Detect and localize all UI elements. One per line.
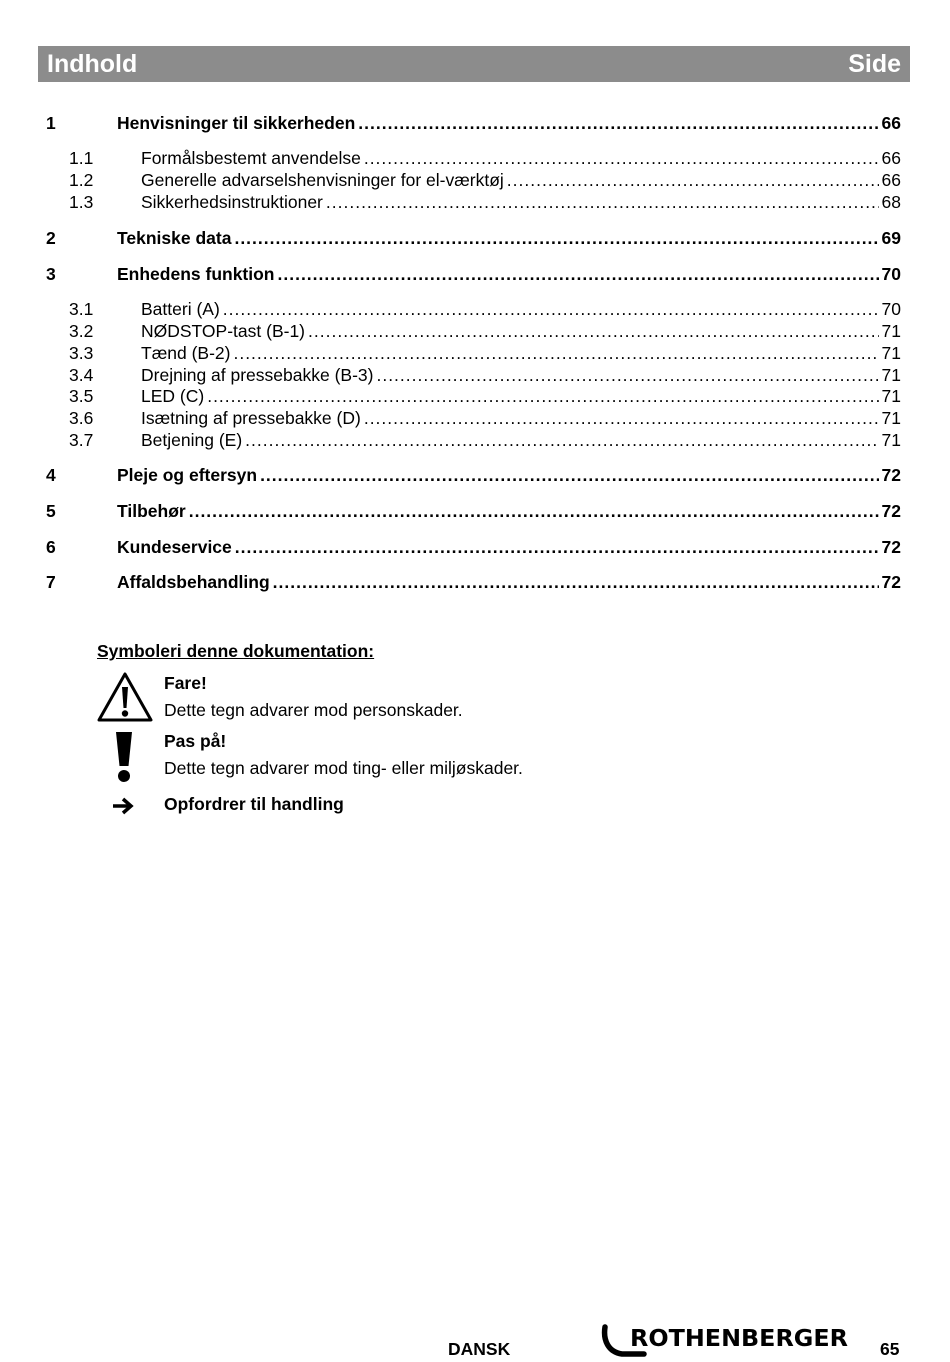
toc-dot-leader <box>507 170 879 191</box>
toc-header-title: Indhold <box>47 49 138 78</box>
toc-dot-leader <box>235 537 879 558</box>
toc-entry[interactable] <box>38 386 901 408</box>
toc-entry-number: 2 <box>46 228 56 248</box>
toc-entry-page: 68 <box>881 192 901 212</box>
toc-entry[interactable] <box>38 228 901 250</box>
toc-entry-page: 71 <box>881 408 901 428</box>
toc-entry-number: 3.5 <box>69 386 94 406</box>
page-number: 65 <box>880 1339 900 1359</box>
toc-entry-page: 71 <box>881 386 901 406</box>
toc-entry-title: NØDSTOP-tast (B-1) <box>141 321 306 341</box>
toc-entry-title: Betjening (E) <box>141 430 243 450</box>
toc-entry[interactable] <box>38 113 901 135</box>
toc-entry[interactable] <box>38 501 901 523</box>
toc-dot-leader <box>376 365 878 386</box>
toc-entry-page: 69 <box>881 228 901 248</box>
toc-entry-page: 71 <box>881 343 901 363</box>
toc-entry-page: 72 <box>881 537 901 557</box>
toc-dot-leader <box>273 572 879 593</box>
toc-dot-leader <box>207 386 878 407</box>
toc-entry-page: 71 <box>881 321 901 341</box>
toc-entry-number: 3.2 <box>69 321 94 341</box>
toc-dot-leader <box>326 192 879 213</box>
toc-dot-leader <box>234 228 878 249</box>
toc-dot-leader <box>358 113 878 134</box>
toc-dot-leader <box>364 408 879 429</box>
toc-entry-title: Isætning af pressebakke (D) <box>141 408 361 428</box>
symbol-title: Pas på! <box>164 731 227 751</box>
toc-entry-title: Henvisninger til sikkerheden <box>117 113 356 133</box>
toc-entry-title: Pleje og eftersyn <box>117 465 258 485</box>
symbol-item-caution <box>164 731 523 779</box>
toc-entry-title: Enhedens funktion <box>117 264 275 284</box>
toc-entry-page: 66 <box>881 113 901 133</box>
toc-dot-leader <box>308 321 879 342</box>
toc-entry-number: 3 <box>46 264 56 284</box>
toc-dot-leader <box>189 501 879 522</box>
toc-entry[interactable] <box>38 148 901 170</box>
symbol-description: Dette tegn advarer mod ting- eller miljøskader. <box>164 758 523 778</box>
toc-header-page-label: Side <box>848 49 901 78</box>
toc-entry[interactable] <box>38 192 901 214</box>
toc-entry-page: 70 <box>881 299 901 319</box>
arrow-right-icon <box>111 796 135 816</box>
toc-entry-title: Affaldsbehandling <box>117 572 270 592</box>
toc-entry-number: 1.3 <box>69 192 94 212</box>
toc-dot-leader <box>278 264 879 285</box>
symbol-title: Opfordrer til handling <box>164 794 344 814</box>
warning-triangle-icon <box>96 671 154 723</box>
toc-header-bar <box>38 46 910 82</box>
toc-entry-title: Drejning af pressebakke (B-3) <box>141 365 374 385</box>
toc-entry[interactable] <box>38 299 901 321</box>
footer-language: DANSK <box>448 1339 511 1359</box>
toc-dot-leader <box>233 343 878 364</box>
toc-entry-page: 66 <box>881 148 901 168</box>
toc-entry-number: 4 <box>46 465 56 485</box>
toc-entry-page: 70 <box>881 264 901 284</box>
toc-entry-title: Tænd (B-2) <box>141 343 231 363</box>
toc-entry[interactable] <box>38 170 901 192</box>
symbol-item-action <box>164 794 344 815</box>
symbol-description: Dette tegn advarer mod personskader. <box>164 700 463 720</box>
toc-entry-title: Generelle advarselshenvisninger for el-værktøj <box>141 170 504 190</box>
toc-entry-number: 3.6 <box>69 408 94 428</box>
toc-entry-title: Batteri (A) <box>141 299 220 319</box>
toc-entry-title: Formålsbestemt anvendelse <box>141 148 361 168</box>
toc-dot-leader <box>260 465 878 486</box>
toc-entry-title: Tekniske data <box>117 228 232 248</box>
toc-entry[interactable] <box>38 264 901 286</box>
toc-entry-number: 3.7 <box>69 430 94 450</box>
toc-entry[interactable] <box>38 343 901 365</box>
toc-entry-number: 7 <box>46 572 56 592</box>
toc-entry[interactable] <box>38 408 901 430</box>
symbol-title: Fare! <box>164 673 207 693</box>
toc-entry-title: Tilbehør <box>117 501 186 521</box>
toc-entry-title: LED (C) <box>141 386 205 406</box>
symbols-heading: Symboleri denne dokumentation: <box>97 641 375 661</box>
toc-entry[interactable] <box>38 321 901 343</box>
toc-entry-page: 72 <box>881 501 901 521</box>
toc-entry[interactable] <box>38 365 901 387</box>
toc-dot-leader <box>245 430 878 451</box>
toc-entry-number: 6 <box>46 537 56 557</box>
toc-entry-number: 3.4 <box>69 365 94 385</box>
toc-entry[interactable] <box>38 430 901 452</box>
toc-entry-page: 71 <box>881 365 901 385</box>
exclamation-icon <box>113 730 135 784</box>
toc-entry-number: 5 <box>46 501 56 521</box>
toc-dot-leader <box>364 148 879 169</box>
toc-entry-number: 3.3 <box>69 343 94 363</box>
toc-entry[interactable] <box>38 572 901 594</box>
toc-entry-title: Kundeservice <box>117 537 232 557</box>
toc-entry-number: 1.1 <box>69 148 94 168</box>
toc-entry-number: 1 <box>46 113 56 133</box>
toc-entry-page: 72 <box>881 465 901 485</box>
svg-text:ROTHENBERGER: ROTHENBERGER <box>630 1326 849 1352</box>
toc-dot-leader <box>223 299 879 320</box>
rothenberger-logo <box>600 1322 852 1358</box>
toc-entry[interactable] <box>38 537 901 559</box>
symbol-item-danger <box>164 673 463 721</box>
toc-entry-page: 71 <box>881 430 901 450</box>
toc-entry-number: 1.2 <box>69 170 94 190</box>
toc-entry-page: 72 <box>881 572 901 592</box>
toc-entry-page: 66 <box>881 170 901 190</box>
toc-entry[interactable] <box>38 465 901 487</box>
toc-entry-title: Sikkerhedsinstruktioner <box>141 192 323 212</box>
toc-entry-number: 3.1 <box>69 299 94 319</box>
